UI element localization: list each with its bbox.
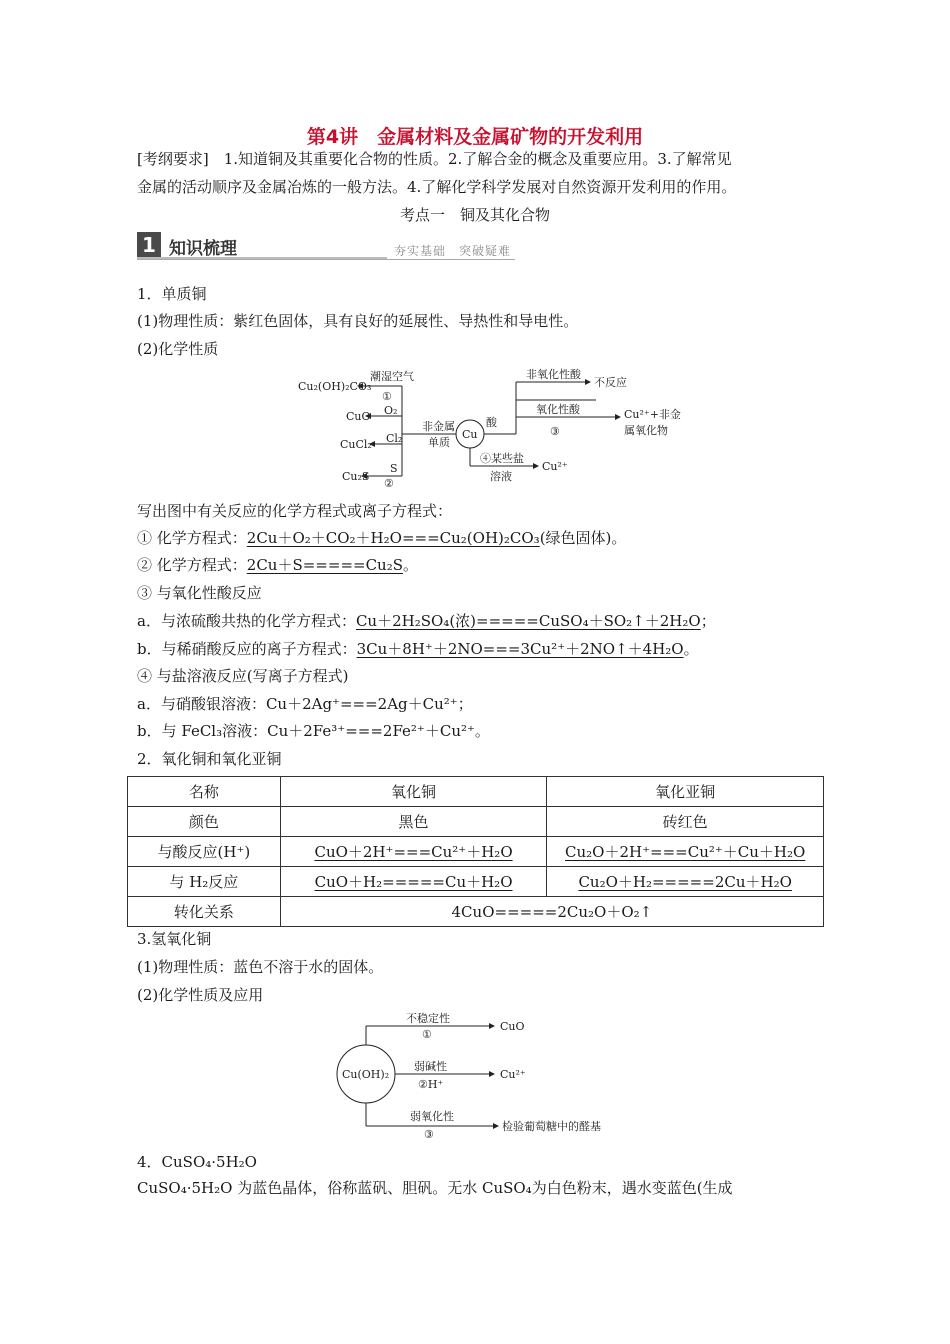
product-cu2s: Cu₂S [342, 470, 370, 483]
table-row [128, 807, 824, 837]
hydroxide-center: Cu(OH)₂ [342, 1068, 390, 1081]
table-row [128, 897, 824, 927]
topic-heading: 考点一 铜及其化合物 [399, 206, 550, 224]
branch-3-cond: 弱氧化性 [410, 1110, 454, 1123]
equation-2-line [137, 554, 418, 575]
table-cell: Cu₂O＋2H⁺===Cu²⁺＋Cu＋H₂O [547, 837, 824, 867]
copper-chemical-properties: (2)化学性质 [137, 340, 219, 358]
table-header: 氧化铜 [280, 777, 547, 807]
copper-hydroxide-diagram [330, 1008, 630, 1146]
equation-3a-answer: Cu＋2H₂SO₄(浓)=====CuSO₄＋SO₂↑＋2H₂O [355, 612, 701, 630]
branch-2-mark: ②H⁺ [418, 1078, 444, 1091]
table-header: 氧化亚铜 [547, 777, 824, 807]
table-cell: 砖红色 [547, 807, 824, 837]
table-header-row [128, 777, 824, 807]
table-cell: CuO＋H₂=====Cu＋H₂O [280, 867, 547, 897]
acid-label: 酸 [486, 416, 497, 429]
table-cell: 转化关系 [128, 897, 281, 927]
equation-3b-prompt: b．与稀硝酸反应的离子方程式： [137, 640, 357, 658]
equation-1-line [137, 527, 626, 548]
ox-product-2: 属氧化物 [624, 424, 668, 437]
banner-label: 知识梳理 [169, 239, 237, 259]
table-row [128, 867, 824, 897]
branch-1-cond: 不稳定性 [406, 1012, 450, 1025]
banner-number: 1 [137, 232, 161, 258]
table-cell: 4CuO=====2Cu₂O＋O₂↑ [280, 897, 823, 927]
equation-3b-tail: 。 [683, 640, 699, 658]
copper-oxide-table [127, 776, 824, 927]
requirements-line-2: 金属的活动顺序及金属冶炼的一般方法。4.了解化学科学发展对自然资源开发利用的作用。 [137, 178, 737, 196]
branch-3-product: 检验葡萄糖中的醛基 [502, 1120, 601, 1133]
copper-physical-properties: (1)物理性质：紫红色固体，具有良好的延展性、导热性和导电性。 [137, 312, 579, 330]
cond-mark-2: ② [384, 477, 394, 490]
table-cell: 黑色 [280, 807, 547, 837]
table-cell: CuO＋2H⁺===Cu²⁺＋H₂O [280, 837, 547, 867]
equation-1-answer: 2Cu＋O₂＋CO₂＋H₂O===Cu₂(OH)₂CO₃ [246, 529, 540, 547]
equation-1-prompt: ① 化学方程式： [137, 529, 247, 547]
equation-2-prompt: ② 化学方程式： [137, 556, 247, 574]
branch-1-product: CuO [500, 1020, 525, 1033]
banner-subtitle: 夯实基础 突破疑难 [393, 244, 511, 258]
equation-3a-prompt: a．与浓硫酸共热的化学方程式： [137, 612, 356, 630]
cond-o2: O₂ [384, 404, 398, 417]
table-header: 名称 [128, 777, 281, 807]
no-reaction-label: 不反应 [594, 376, 627, 389]
salt-label-1: ④某些盐 [480, 452, 524, 465]
section-4-text: CuSO₄·5H₂O 为蓝色晶体，俗称蓝矾、胆矾。无水 CuSO₄为白色粉末，遇水变蓝色(生成 [137, 1179, 733, 1197]
nonox-acid-label: 非氧化性酸 [526, 368, 581, 381]
oxidizing-acid-heading: ③ 与氧化性酸反应 [137, 584, 262, 602]
branch-2-product: Cu²⁺ [500, 1068, 526, 1081]
ferric-chloride-line: b．与 FeCl₃溶液：Cu＋2Fe³⁺===2Fe²⁺＋Cu²⁺。 [137, 722, 490, 740]
salt-label-2: 溶液 [490, 470, 512, 483]
table-cell: Cu₂O＋H₂=====2Cu＋H₂O [547, 867, 824, 897]
cond-humid-air: 潮湿空气 [370, 370, 414, 383]
section-2-heading: 2．氧化铜和氧化亚铜 [137, 750, 282, 768]
product-cuo: CuO [346, 410, 371, 423]
branch-2-cond: 弱碱性 [414, 1060, 447, 1073]
section-1-heading: 1．单质铜 [137, 285, 207, 303]
equation-2-answer: 2Cu＋S=====Cu₂S [246, 556, 404, 574]
requirements-line-1: [考纲要求] 1.知道铜及其重要化合物的性质。2.了解合金的概念及重要应用。3.了解常见 [137, 150, 732, 168]
branch-1-mark: ① [422, 1028, 432, 1041]
equation-3a-line [137, 610, 716, 631]
nonmetal-label-1: 非金属 [422, 420, 455, 433]
table-cell: 与 H₂反应 [128, 867, 281, 897]
equation-1-tail: (绿色固体)。 [539, 529, 627, 547]
cond-mark-1: ① [382, 390, 392, 403]
salt-reaction-heading: ④ 与盐溶液反应(写离子方程式) [137, 667, 349, 685]
center-cu: Cu [462, 428, 478, 441]
cond-mark-3: ③ [550, 425, 560, 438]
hydroxide-chemical: (2)化学性质及应用 [137, 986, 264, 1004]
salt-product: Cu²⁺ [542, 460, 568, 473]
equation-3b-line [137, 638, 699, 659]
page-title: 第4讲 金属材料及金属矿物的开发利用 [306, 126, 644, 148]
product-cucl2: CuCl₂ [340, 438, 372, 451]
silver-nitrate-line: a．与硝酸银溶液：Cu＋2Ag⁺===2Ag＋Cu²⁺； [137, 695, 473, 713]
branch-3-mark: ③ [424, 1128, 434, 1141]
hydroxide-physical: (1)物理性质：蓝色不溶于水的固体。 [137, 958, 384, 976]
table-cell: 与酸反应(H⁺) [128, 837, 281, 867]
copper-reaction-diagram [290, 362, 681, 490]
section-3-heading: 3.氢氧化铜 [137, 930, 212, 948]
ox-acid-label: 氧化性酸 [536, 403, 580, 416]
section-4-heading: 4．CuSO₄·5H₂O [137, 1153, 257, 1171]
cond-cl2: Cl₂ [386, 432, 403, 445]
product-cu2oh2co3: Cu₂(OH)₂CO₃ [298, 380, 372, 393]
equation-3a-tail: ； [700, 612, 716, 630]
nonmetal-label-2: 单质 [428, 436, 450, 449]
ox-product-1: Cu²⁺+非金 [624, 408, 681, 421]
section-banner [137, 232, 515, 260]
table-cell: 颜色 [128, 807, 281, 837]
table-row [128, 837, 824, 867]
equation-2-tail: 。 [403, 556, 419, 574]
instructions-line: 写出图中有关反应的化学方程式或离子方程式： [137, 502, 453, 520]
equation-3b-answer: 3Cu＋8H⁺＋2NO===3Cu²⁺＋2NO↑＋4H₂O [356, 640, 684, 658]
cond-s: S [390, 462, 398, 475]
